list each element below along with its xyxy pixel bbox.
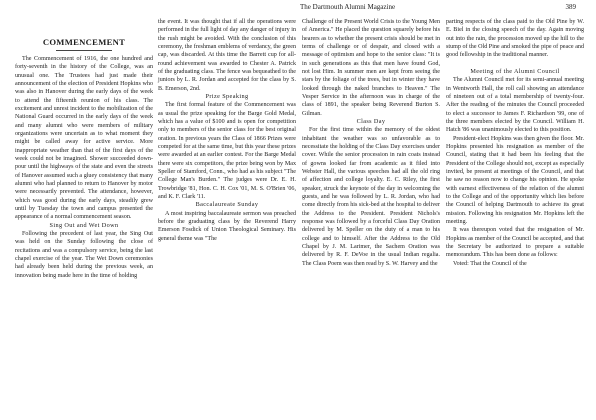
article-title: COMMENCEMENT	[42, 37, 126, 47]
magazine-title: The Dartmouth Alumni Magazine	[300, 3, 396, 11]
column-4	[446, 18, 584, 268]
title-rule	[56, 50, 112, 51]
column-3	[302, 18, 440, 268]
paragraph: It was thereupon voted that the resignation of Mr. Hopkins as member of the Council be accepted, and that the Secretary be authorized to prepare a suitable memorandum. This has been done as follows:	[446, 227, 584, 259]
paragraph: The Commencement of 1916, the one hundred and forty-seventh in the history of the College, was an unusual one. The Trustees had just made their announcement of the election of President Hopkins who was also in Hanover during the early days of the week to attend the fifteenth reunion of his class. The excitement and unrest incident to the mobilization of the National Guard occurred in the early days of the week and many alumni who were members of military organizations were uncertain as to what moment they might be called away for active service. More inappropriate weather than that of the first days of the week could not be imagined. Shower succeeded down-pour until the highways of the state and even the streets of Hanover assumed such a gluey consistency that many alumni who had planned to return to Hanover by motor were necessarily prevented. The attendance, however, which was good during the early days, steadily grew until by Tuesday the town and campus presented the appearance of a normal commencement season.	[15, 56, 153, 221]
section-heading: Sing Out and Wet Down	[49, 221, 119, 229]
section-heading: Prize Speaking	[205, 92, 249, 100]
section-heading: Class Day	[356, 117, 386, 125]
paragraph: Voted: That the Council of the	[453, 260, 527, 267]
spacer	[446, 60, 584, 68]
paragraph: The Alumni Council met for its semi-annual meeting in Wentworth Hall, the roll call showing an attendance of nineteen out of a total membership of twenty-four. After the reading of the minutes the Council proceeded to elect a successor to James F. Richardson '99, one of the three members elected by the Council. William H. Hatch '86 was unanimously elected to this position.	[446, 77, 584, 134]
running-header	[296, 2, 576, 13]
paragraph: the event. It was thought that if all the operations were performed in the full light of day any danger of injury in the rush might be avoided. With the conclusion of this ceremony, the freshman emblems of verdancy, the green cap, was discarded. At this time the Barrett cup for all-round achievement was awarded to Chester A. Patrick of the graduating class. The fence was bequeathed to the juniors by L. R. Jordan and accepted for the class by S. B. Emerson, 2nd.	[158, 19, 296, 92]
paragraph: The first formal feature of the Commencement was as usual the prize speaking for the Barge Gold Medal, which has a value of $100 and is open for competition only to members of the senior class for the best original oration. In previous years the Class of 1866 Prizes were competed for at the same time, but this year these prizes were awarded at an earlier contest. For the Barge Medal there were six competitors, the prize being won by Max Speller of Stamford, Conn., who had as his subject "The College Man's Burden." The judges were Dr. E. H. Trowbridge '81, Hon. C. H. Cox '01, M. S. O'Brien '06, and K. F. Clark '11.	[158, 102, 296, 200]
column-2	[158, 18, 296, 243]
column-1	[15, 55, 153, 280]
section-heading: Meeting of the Alumni Council	[470, 67, 560, 75]
paragraph: A most inspiring baccalaureate sermon was preached before the graduating class by the Reverend Harry Emerson Fosdick of Union Theological Seminary. His general theme was "The	[158, 210, 296, 242]
paragraph: Following the precedent of last year, the Sing Out was held on the Sunday following the close of recitations and was a compulsory service, being the last chapel exercise of the year. The Wet Down ceremonies had already been held during the previous week, an innovation being made here in the time of holding	[15, 230, 153, 279]
paragraph: President-elect Hopkins was then given the floor. Mr. Hopkins presented his resignation as member of the Council, stating that it had been his feeling that the President of the College should not, except as especially invited, be present at meetings of the Council, and that he saw no reason now to change his opinion. He spoke with earnest effectiveness of the relation of the alumni to the College and of the opportunity which lies before the Council of helping Dartmouth to achieve its great mission. Following his resignation Mr. Hopkins left the meeting.	[446, 135, 584, 225]
page-number: 389	[565, 3, 576, 11]
section-heading: Baccalaureate Sunday	[195, 201, 259, 209]
paragraph: Challenge of the Present World Crisis to the Young Men of America." He placed the question squarely before his hearers as to whether the present crisis should be met in terms of challenge or of despair, and closed with a message of optimism and hope to the senior class: "It is in such generations as this that men have found God, not lost Him. In summer men are kept from seeing the stars by the foliage of the trees, but in winter they have looked through the naked branches to Heaven." The Vesper Service in the afternoon was in charge of the class of 1891, the speaker being Reverend Burton S. Gilman.	[302, 19, 440, 117]
paragraph: For the first time within the memory of the oldest inhabitant the weather was so unfavorable as to necessitate the holding of the Class Day exercises under cover. While the senior procession in rain coats instead of gowns looked far from academic as it filed into Webster Hall, the various speeches had all the old ring of affection and college loyalty. E. C. Riley, the first speaker, struck the keynote of the day in welcoming the guests, and he was followed by L. R. Jordan, who had come directly from his sick-bed at the hospital to deliver the Address to the President. President Nichols's response was followed by a forceful Class Day Oration delivered by M. Speller on the duty of a man to his college and to himself. After the Address to the Old Chapel by J. M. Larimer, the Sachem Oration was delivered by R. F. DeVoe in the usual Indian regalia. The Class Poem was then read by S. W. Harvey and the	[302, 127, 440, 267]
paragraph: parting respects of the class paid to the Old Pine by W. E. Biel in the closing speech of the day. Again moving out into the rain, the procession moved up the hill to the stump of the Old Pine and smoked the pipe of peace and good fellowship in the traditional manner.	[446, 19, 584, 59]
